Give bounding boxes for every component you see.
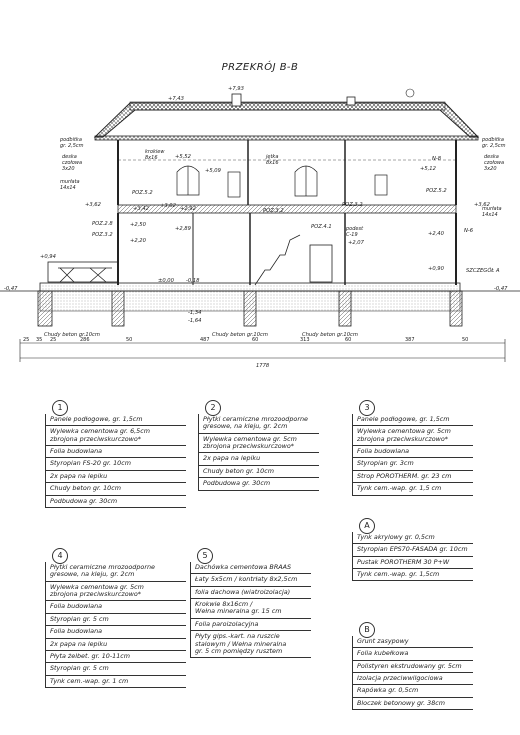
level-000: ±0,00 xyxy=(158,278,174,284)
level-342: +3,42 xyxy=(133,206,149,212)
legend-marker: 5 xyxy=(197,548,213,564)
level-289: +2,89 xyxy=(175,226,191,232)
level-362a: +3,62 xyxy=(85,202,101,208)
label-murlata-l: murłata 14x14 xyxy=(60,179,80,191)
legend-layer: Wylewka cementowa gr. 6,5cm zbrojona przeciwskurczowo* xyxy=(46,426,186,446)
label-chudy2: Chudy beton gr.10cm xyxy=(212,332,268,338)
legend-layer: Styropian gr. 3cm xyxy=(353,458,473,470)
legend-layer: Folia budowlana xyxy=(353,446,473,458)
label-podbitka-l: podbitka gr. 2,5cm xyxy=(60,137,84,149)
level-090: +0,90 xyxy=(428,266,444,272)
dimension-text: 286 xyxy=(80,337,90,343)
label-jetka: jętka 8x16 xyxy=(266,154,279,166)
dimension-text: 60 xyxy=(345,337,352,343)
ground-slab xyxy=(40,283,460,291)
level-240: +2,40 xyxy=(428,231,444,237)
level-207: +2,07 xyxy=(348,240,364,246)
label-chudy3: Chudy beton gr.10cm xyxy=(302,332,358,338)
dimension-text: 25 xyxy=(23,337,30,343)
legend-layer: Folia kubełkowa xyxy=(353,648,473,660)
dimension-text: 50 xyxy=(462,337,469,343)
legend-layer: Strop POROTHERM. gr. 23 cm xyxy=(353,471,473,483)
legend-layer: Folia paroizolacyjna xyxy=(191,619,311,631)
legend-layer: Płyta żelbet. gr. 10-11cm xyxy=(46,651,186,663)
legend-marker: B xyxy=(359,622,375,638)
level-793: +7,93 xyxy=(228,86,244,92)
label-murlata-r: murłata 14x14 xyxy=(482,206,502,218)
label-szczegol: SZCZEGÓŁ A xyxy=(466,268,500,274)
level-292: +2,92 xyxy=(180,206,196,212)
label-total: 1778 xyxy=(256,363,270,369)
legend-layer: Pustak POROTHERM 30 P+W xyxy=(353,557,473,569)
dimension-text: 387 xyxy=(405,337,415,343)
label-n6: N-6 xyxy=(464,228,474,234)
legend-layer: 2x papa na lepiku xyxy=(46,639,186,651)
marker-1 xyxy=(406,89,414,97)
label-podbitka-r: podbitka gr. 2,5cm xyxy=(482,137,506,149)
legend-layer: Podbudowa gr. 30cm xyxy=(199,478,319,490)
legend-layer: Tynk cem.-wap. gr. 1,5cm xyxy=(353,569,473,581)
label-poz32-l: POZ.3.2 xyxy=(263,208,284,214)
label-podest: podest C-19 xyxy=(346,226,364,238)
legend-layer: Folia budowlana xyxy=(46,601,186,613)
ground-floor xyxy=(118,213,456,285)
legend-layer: Panele podłogowe, gr. 1,5cm xyxy=(46,414,186,426)
legend-layer: Styropian gr. 5 cm xyxy=(46,663,186,675)
dimension-text: 25 xyxy=(50,337,57,343)
legend-layer: Podbudowa gr. 30cm xyxy=(46,496,186,508)
legend-marker: A xyxy=(359,518,375,534)
legend-layer: Chudy beton gr. 10cm xyxy=(199,466,319,478)
legend-layer: Tynk akrylowy gr. 0,5cm xyxy=(353,532,473,544)
level-302: +3,02 xyxy=(160,203,176,209)
legend-layer: 2x papa na lepiku xyxy=(199,453,319,465)
label-poz32c: POZ.3.2 xyxy=(92,232,113,238)
label-poz52-r: POZ.5.2 xyxy=(426,188,447,194)
legend-layer: Folia budowlana xyxy=(46,446,186,458)
label-deska-l: deska czołowa 3x20 xyxy=(62,154,83,172)
level-743: +7,43 xyxy=(168,96,184,102)
legend-layer: Płytki ceramiczne mrozoodporne gresowe, na kleju, gr. 2cm xyxy=(46,562,186,582)
legend-layer: Płytki ceramiczne mrozoodporne gresowe, na kleju, gr. 2cm xyxy=(199,414,319,434)
label-n8: N-8 xyxy=(432,156,442,162)
dimension-text: 487 xyxy=(200,337,210,343)
level-018: -0,18 xyxy=(186,278,200,284)
label-poz52-l: POZ.5.2 xyxy=(132,190,153,196)
label-deska-r: deska czołowa 3x20 xyxy=(484,154,505,172)
chimney-right xyxy=(347,97,355,105)
dimension-text: 50 xyxy=(126,337,133,343)
level-509: +5,09 xyxy=(205,168,221,174)
porch xyxy=(48,262,118,282)
legend-layer: Tynk cem.-wap. gr. 1 cm xyxy=(46,676,186,688)
roof xyxy=(95,102,478,140)
legend-marker: 1 xyxy=(52,400,68,416)
level-250: +2,50 xyxy=(130,222,146,228)
legend-layer: Dachówka cementowa BRAAS xyxy=(191,562,311,574)
legend-layer: Styropian FS-20 gr. 10cm xyxy=(46,458,186,470)
legend-layer: Styropian EPS70-FASADA gr. 10cm xyxy=(353,544,473,556)
legend-layer: Łaty 5x5cm / kontrłaty 8x2,5cm xyxy=(191,574,311,586)
legend-layer: Izolacja przeciwwilgociowa xyxy=(353,673,473,685)
legend-layer: Folia budowlana xyxy=(46,626,186,638)
level-094: +0,94 xyxy=(40,254,56,260)
level-512: +5,12 xyxy=(420,166,436,172)
dimension-line xyxy=(20,339,505,362)
level-220: +2,20 xyxy=(130,238,146,244)
legend-layer: 2x papa na lepiku xyxy=(46,471,186,483)
legend-layer: Wylewka cementowa gr. 5cm zbrojona przeciwskurczowo* xyxy=(46,582,186,602)
dimension-text: 35 xyxy=(36,337,43,343)
level-047a: -0,47 xyxy=(4,286,18,292)
legend-layer: Panele podłogowe, gr. 1,5cm xyxy=(353,414,473,426)
legend-layer: Grunt zasypowy xyxy=(353,636,473,648)
legend-layer: Chudy beton gr. 10cm xyxy=(46,483,186,495)
level-362b: +3,62 xyxy=(474,202,490,208)
legend-marker: 2 xyxy=(205,400,221,416)
label-poz28: POZ.2.8 xyxy=(92,221,113,227)
legend-layer: Bloczek betonowy gr. 38cm xyxy=(353,698,473,710)
dimension-text: 313 xyxy=(300,337,310,343)
level-047b: -0,47 xyxy=(494,286,508,292)
level-164: -1,64 xyxy=(188,318,202,324)
legend-layer: Płyty gips.-kart. na ruszcie stalowym / Wełna mineralna gr. 5 cm pomiędzy rusztem xyxy=(191,631,311,658)
level-552: +5,52 xyxy=(175,154,191,160)
legend-marker: 3 xyxy=(359,400,375,416)
legend-marker: 4 xyxy=(52,548,68,564)
legend-layer: Rapówka gr. 0,5cm xyxy=(353,685,473,697)
legend-layer: Krokwie 8x16cm / Wełna mineralna gr. 15 cm xyxy=(191,599,311,619)
label-chudy1: Chudy beton gr.10cm xyxy=(44,332,100,338)
legend-layer: folia dachowa (wiatroizolacja) xyxy=(191,587,311,599)
label-krokiew: krokiew 8x16 xyxy=(145,149,165,161)
legend-layer: Tynk cem.-wap. gr. 1,5 cm xyxy=(353,483,473,495)
legend-layer: Styropian gr. 5 cm xyxy=(46,614,186,626)
label-poz32-r: POZ.3.2 xyxy=(342,202,363,208)
legend-layer: Polistyren ekstrudowany gr. 5cm xyxy=(353,661,473,673)
drawing-title: PRZEKRÓJ B-B xyxy=(221,62,299,73)
dimension-text: 60 xyxy=(252,337,259,343)
label-poz41: POZ.4.1 xyxy=(311,224,332,230)
level-134: -1,34 xyxy=(188,310,202,316)
legend-layer: Wylewka cementowa gr. 5cm zbrojona przeciwskurczowo* xyxy=(353,426,473,446)
legend-layer: Wylewka cementowa gr. 5cm zbrojona przeciwskurczowo* xyxy=(199,434,319,454)
chimney-left xyxy=(232,94,241,106)
